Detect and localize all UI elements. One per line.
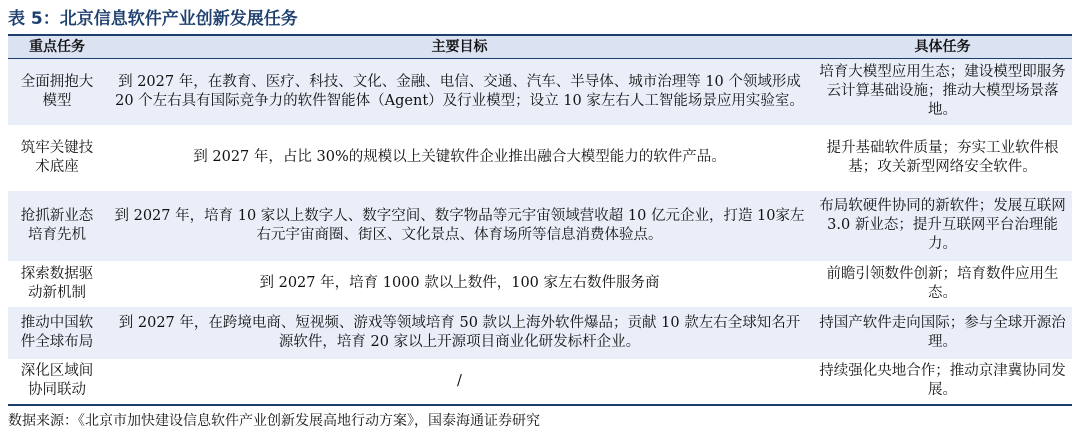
task-cell: 探索数据驱动新机制 bbox=[20, 265, 94, 301]
goal-cell: 到 2027 年，在教育、医疗、科技、文化、金融、电信、交通、汽车、半导体、城市治理等 10 个领域形成 20 个左右具有国际竞争力的软件智能体（Agent）及行业模型；设立 10 家左右人工智能场景应用实验室。 bbox=[106, 59, 813, 125]
detail-cell: 培育大模型应用生态；建设模型即服务云计算基础设施；推动大模型场景落地。 bbox=[813, 59, 1072, 125]
task-table bbox=[8, 34, 1072, 406]
header-row bbox=[8, 35, 1072, 59]
goal-cell: 到 2027 年，在跨境电商、短视频、游戏等领域培育 50 款以上海外软件爆品；贡献 10 款左右全球知名开源软件，培育 20 家以上开源项目商业化研发标杆企业。 bbox=[106, 307, 813, 359]
task-cell: 全面拥抱大模型 bbox=[8, 59, 106, 125]
table-row bbox=[8, 125, 1072, 191]
source-note: 数据来源：《北京市加快建设信息软件产业创新发展高地行动方案》，国泰海通证券研究 bbox=[8, 413, 540, 429]
table-row bbox=[8, 261, 1072, 307]
table-row bbox=[8, 191, 1072, 261]
table-row bbox=[8, 359, 1072, 405]
col-header-detail: 具体任务 bbox=[813, 35, 1072, 59]
detail-cell: 提升基础软件质量；夯实工业软件根基；攻关新型网络安全软件。 bbox=[826, 139, 1059, 175]
table-title: 表 5：北京信息软件产业创新发展任务 bbox=[8, 9, 298, 29]
task-cell: 筑牢关键技术底座 bbox=[20, 139, 94, 175]
col-header-goal: 主要目标 bbox=[106, 35, 813, 59]
col-header-task: 重点任务 bbox=[8, 35, 106, 59]
detail-cell: 持续强化央地合作；推动京津冀协同发展。 bbox=[813, 359, 1072, 405]
goal-cell: 到 2027 年，占比 30%的规模以上关键软件企业推出融合大模型能力的软件产品。 bbox=[193, 149, 726, 165]
goal-cell: / bbox=[106, 359, 813, 405]
detail-cell: 持国产软件走向国际；参与全球开源治理。 bbox=[813, 307, 1072, 359]
task-cell: 深化区域间协同联动 bbox=[8, 359, 106, 405]
task-cell: 抢抓新业态培育先机 bbox=[8, 191, 106, 261]
goal-cell: 到 2027 年，培育 10 家以上数字人、数字空间、数字物品等元宇宙领域营收超 10 亿元企业，打造 10家左右元宇宙商圈、街区、文化景点、体育场所等信息消费体验点。 bbox=[106, 191, 813, 261]
task-cell: 推动中国软件全球布局 bbox=[8, 307, 106, 359]
table-row bbox=[8, 307, 1072, 359]
detail-cell: 前瞻引领数件创新；培育数件应用生态。 bbox=[826, 265, 1059, 301]
goal-cell: 到 2027 年，培育 1000 款以上数件，100 家左右数件服务商 bbox=[259, 275, 660, 291]
detail-cell: 布局软硬件协同的新软件；发展互联网 3.0 新业态；提升互联网平台治理能力。 bbox=[813, 191, 1072, 261]
table-row bbox=[8, 59, 1072, 125]
